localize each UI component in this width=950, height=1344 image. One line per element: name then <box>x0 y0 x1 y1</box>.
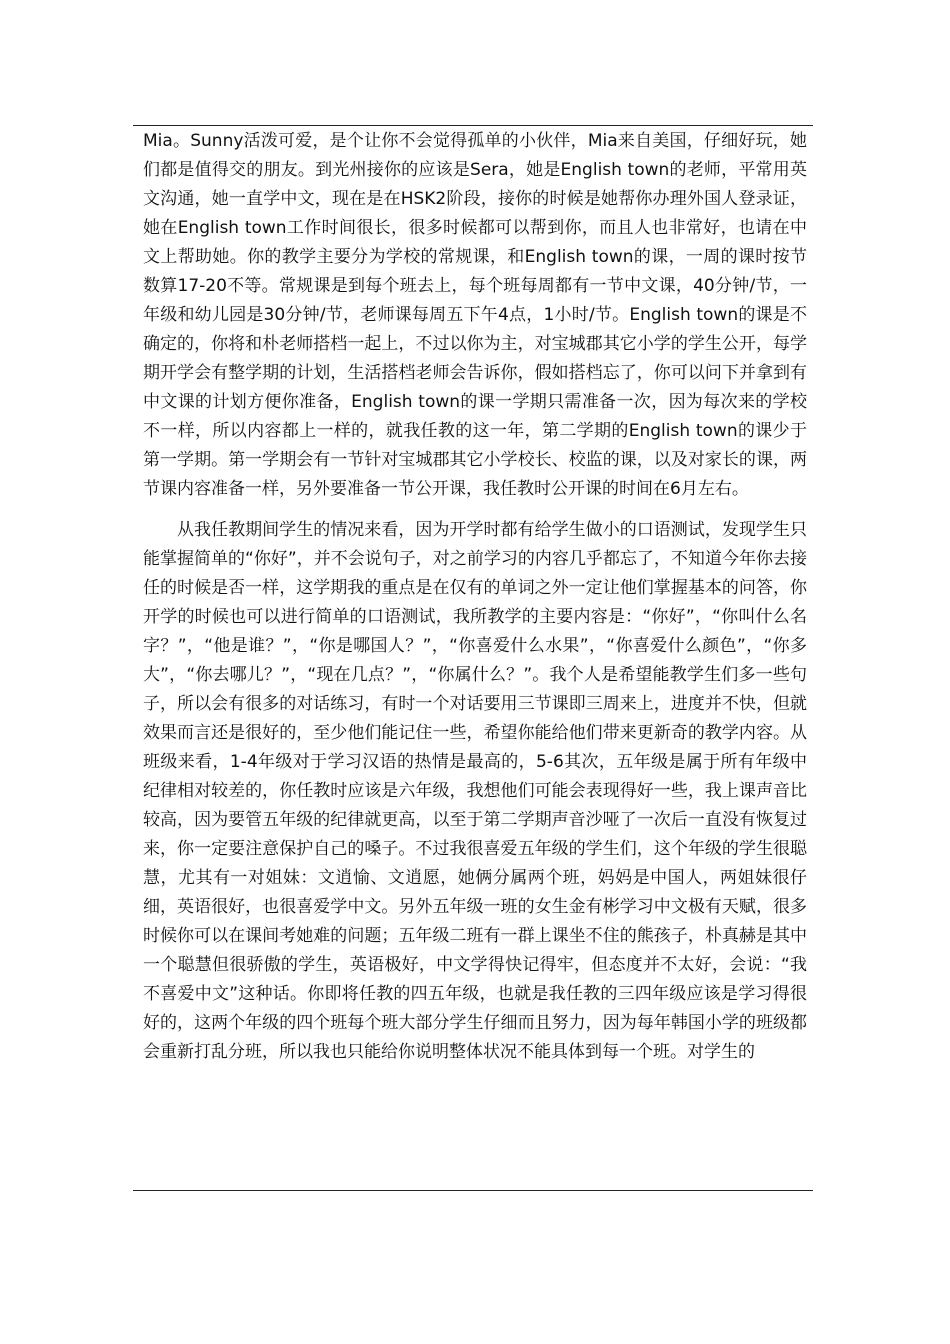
top-border-line <box>133 125 813 126</box>
paragraph-student-situation: 从我任教期间学生的情况来看，因为开学时都有给学生做小的口语测试，发现学生只能掌握简单的“你好”，并不会说句子，对之前学习的内容几乎都忘了，不知道今年你去接任的时候是否一样，这学期我的重点是在仅有的单词之外一定让他们掌握基本的问答，你开学的时候也可以进行简单的口语测试，我所教学的主要内容是：“你好”，“你叫什么名字？”，“他是谁？”，“你是哪国人？”，“你喜爱什么水果”，“你喜爱什么颜色”，“你多大”，“你去哪儿？”，“现在几点？”，“你属什么？”。我个人是希望能教学生们多一些句子，所以会有很多的对话练习，有时一个对话要用三节课即三周来上，进度并不快，但就效果而言还是很好的，至少他们能记住一些，希望你能给他们带来更新奇的教学内容。从班级来看，1-4年级对于学习汉语的热情是最高的，5-6其次，五年级是属于所有年级中纪律相对较差的，你任教时应该是六年级，我想他们可能会表现得好一些，我上课声音比较高，因为要管五年级的纪律就更高，以至于第二学期声音沙哑了一次后一直没有恢复过来，你一定要注意保护自己的嗓子。不过我很喜爱五年级的学生们，这个年级的学生很聪慧，尤其有一对姐妹：文逍愉、文逍愿，她俩分属两个班，妈妈是中国人，两姐妹很仔细，英语很好，也很喜爱学中文。另外五年级一班的女生金有彬学习中文极有天赋，很多时候你可以在课间考她难的问题；五年级二班有一群上课坐不住的熊孩子，朴真赫是其中一个聪慧但很骄傲的学生，英语极好，中文学得快记得牢，但态度并不太好，会说：“我不喜爱中文”这种话。你即将任教的四五年级，也就是我任教的三四年级应该是学习得很好的，这两个年级的四个班每个班大部分学生仔细而且努力，因为每年韩国小学的班级都会重新打乱分班，所以我也只能给你说明整体状况不能具体到每一个班。对学生的 <box>143 520 807 1062</box>
document-body <box>143 127 807 1067</box>
paragraph-teaching-arrangements: Mia。Sunny活泼可爱，是个让你不会觉得孤单的小伙伴，Mia来自美国，仔细好玩，她们都是值得交的朋友。到光州接你的应该是Sera，她是English town的老师，平常用英文沟通，她一直学中文，现在是在HSK2阶段，接你的时候是她帮你办理外国人登录证，她在English town工作时间很长，很多时候都可以帮到你，而且人也非常好，也请在中文上帮助她。你的教学主要分为学校的常规课，和English town的课，一周的课时按节数算17-20不等。常规课是到每个班去上，每个班每周都有一节中文课，40分钟/节，一年级和幼儿园是30分钟/节，老师课每周五下午4点，1小时/节。English town的课是不确定的，你将和朴老师搭档一起上，不过以你为主，对宝城郡其它小学的学生公开，每学期开学会有整学期的计划，生活搭档老师会告诉你，假如搭档忘了，你可以问下并拿到有中文课的计划方便你准备，English town的课一学期只需准备一次，因为每次来的学校不一样，所以内容都上一样的，就我任教的这一年，第二学期的English town的课少于第一学期。第一学期会有一节针对宝城郡其它小学校长、校监的课，以及对家长的课，两节课内容准备一样，另外要准备一节公开课，我任教时公开课的时间在6月左右。 <box>143 131 807 499</box>
bottom-border-line <box>133 1190 813 1191</box>
